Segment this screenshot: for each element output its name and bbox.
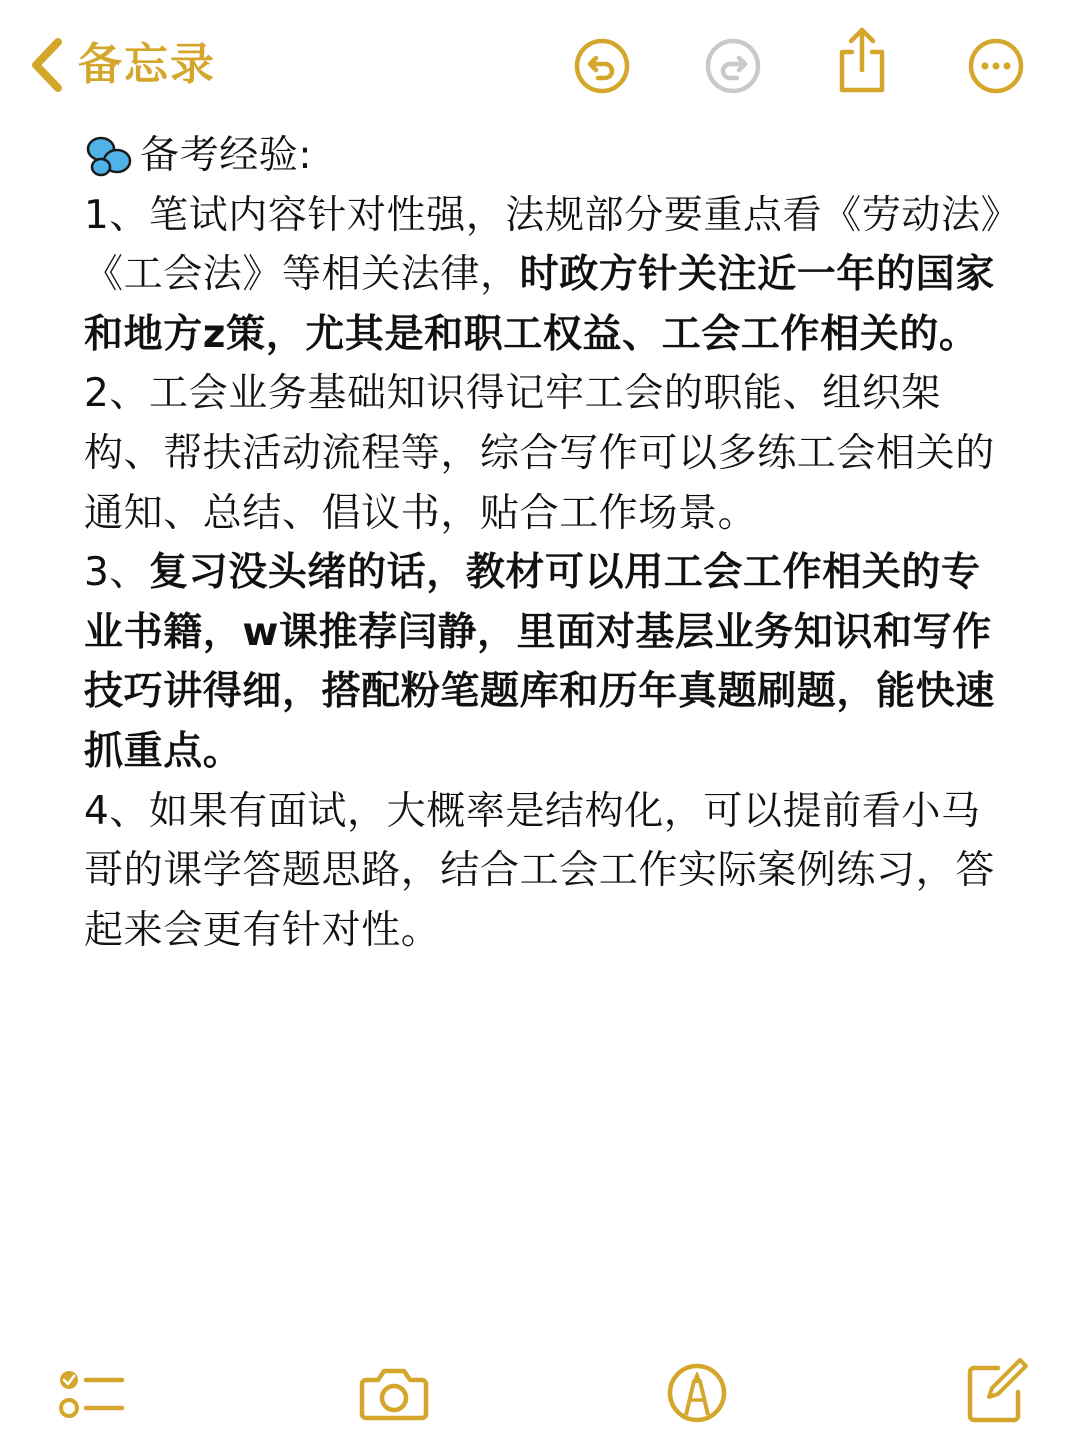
camera-button[interactable] <box>358 1360 430 1426</box>
note-paragraph-4: 4、如果有面试，大概率是结构化，可以提前看小马哥的课学答题思路，结合工会工作实际案例练习，答起来会更有针对性。 <box>84 788 995 953</box>
share-icon <box>832 26 892 96</box>
compose-button[interactable] <box>964 1354 1030 1426</box>
compose-icon <box>964 1354 1030 1426</box>
more-button[interactable] <box>966 36 1026 96</box>
checklist-icon <box>56 1360 122 1426</box>
blue-blob-emoji-icon <box>84 132 140 180</box>
undo-icon <box>572 36 632 96</box>
markup-pen-icon <box>664 1360 730 1426</box>
more-icon <box>966 36 1026 96</box>
markup-button[interactable] <box>664 1360 730 1426</box>
bottom-toolbar <box>0 1352 1080 1432</box>
note-paragraph-2: 2、工会业务基础知识得记牢工会的职能、组织架构、帮扶活动流程等，综合写作可以多练工会相关的通知、总结、倡议书，贴合工作场景。 <box>84 371 995 536</box>
note-paragraph-1: 1、笔试内容针对性强，法规部分要重点看《劳动法》《工会法》等相关法律，时政方针关注近一年的国家和地方z策，尤其是和职工权益、工会工作相关的。 <box>84 192 1001 357</box>
redo-button[interactable] <box>703 36 763 96</box>
redo-icon <box>703 36 763 96</box>
note-heading <box>84 126 1004 186</box>
camera-icon <box>358 1360 430 1426</box>
undo-button[interactable] <box>572 36 632 96</box>
note-paragraph-3-bold: 复习没头绪的话，教材可以用工会工作相关的专业书籍，w课推荐闫静，里面对基层业务知识和写作技巧讲得细，搭配粉笔题库和历年真题刷题，能快速抓重点。 <box>84 550 995 774</box>
note-paragraph-1-bold: 时政方针关注近一年的国家和地方z策，尤其是和职工权益、工会工作相关的。 <box>84 252 995 357</box>
note-heading-text: 备考经验: <box>140 133 313 178</box>
back-label: 备忘录 <box>78 39 216 90</box>
note-body[interactable] <box>84 126 1004 960</box>
chevron-left-icon <box>28 36 66 94</box>
back-button[interactable] <box>28 34 216 96</box>
share-button[interactable] <box>832 26 892 96</box>
top-navigation-bar <box>0 0 1080 130</box>
note-paragraph-3: 3、复习没头绪的话，教材可以用工会工作相关的专业书籍，w课推荐闫静，里面对基层业务知识和写作技巧讲得细，搭配粉笔题库和历年真题刷题，能快速抓重点。 <box>84 550 995 774</box>
checklist-button[interactable] <box>56 1360 122 1426</box>
